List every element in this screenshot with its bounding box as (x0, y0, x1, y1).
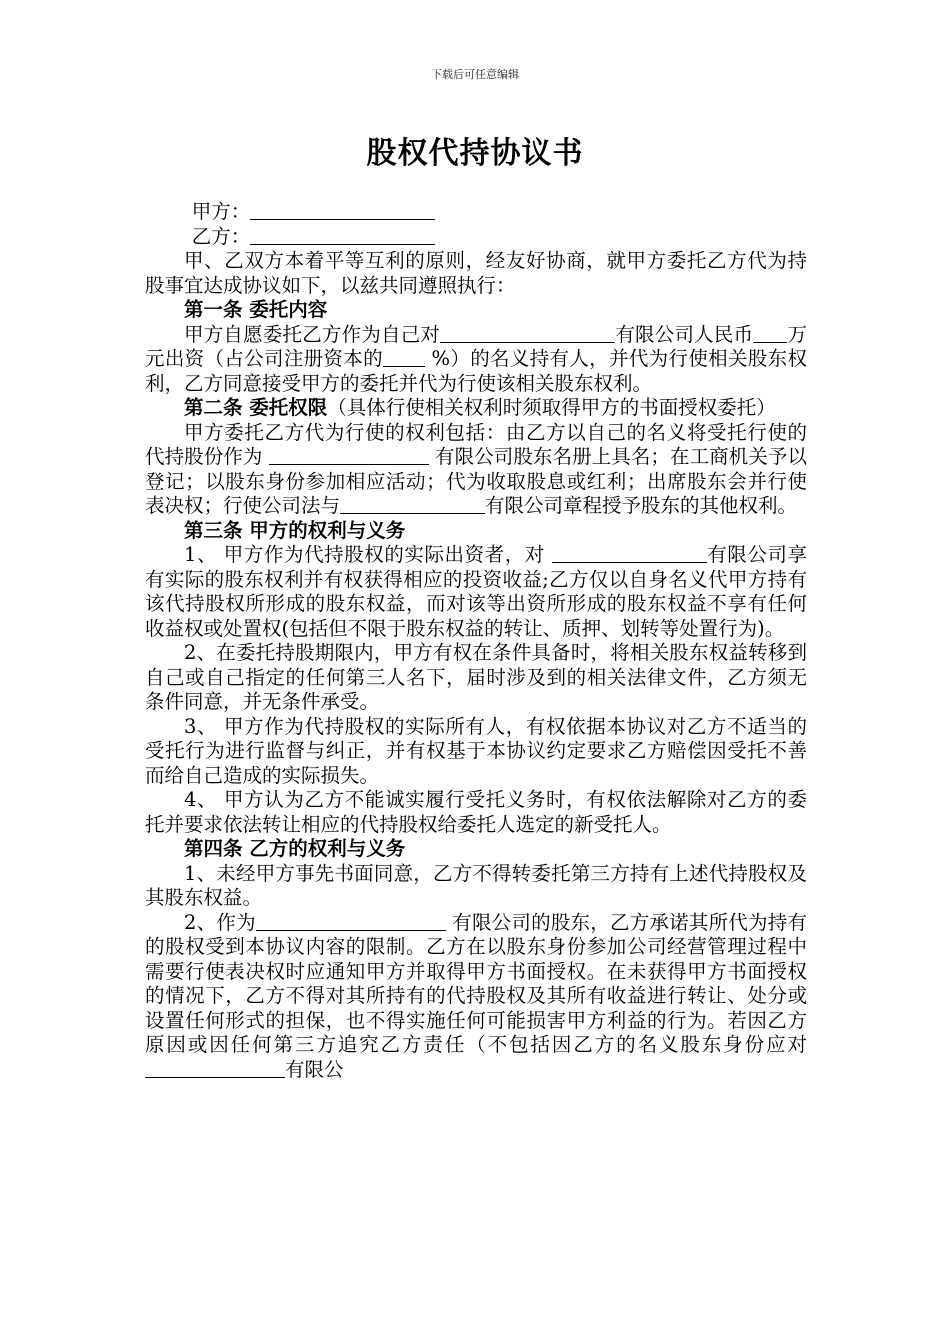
company-blank (552, 544, 707, 563)
party-b-line (145, 225, 807, 250)
company-blank (269, 446, 429, 465)
intro-paragraph: 甲、乙双方本着平等互利的原则，经友好协商，就甲方委托乙方代为持股事宜达成协议如下，以兹共同遵照执行： (145, 249, 807, 297)
header-note: 下载后可任意编辑 (431, 68, 519, 81)
text-run: 有限公司享有实际的股东权利并有权获得相应的投资收益;乙方仅以自身名义代甲方持有该代持股权所形成的股东权益，而对该等出资所形成的股东权益不享有任何收益权或处置权(包括但不限于股东权益的转让、质押、划转等处置行为)。 (145, 543, 807, 640)
article-3-item-1 (145, 543, 807, 641)
article-2-heading (145, 396, 807, 421)
article-3-item-2: 2、在委托持股期限内，甲方有权在条件具备时，将相关股东权益转移到自己或自己指定的任何第三人名下，届时涉及到的相关法律文件，乙方须无条件同意，并无条件承受。 (145, 641, 807, 713)
party-a-line (145, 200, 807, 225)
company-blank (256, 912, 446, 931)
text-run: 甲方自愿委托乙方作为自己对 (184, 322, 441, 346)
party-a-label: 甲方： (191, 200, 251, 223)
article-4-item-2 (145, 911, 807, 1083)
text-run: 2、作为 (184, 910, 256, 934)
article-3-item-4: 4、 甲方认为乙方不能诚实履行受托义务时，有权依法解除对乙方的委托并要求依法转让相应的代持股权给委托人选定的新受托人。 (145, 788, 807, 836)
article-3-item-3: 3、 甲方作为代持股权的实际所有人，有权依据本协议对乙方不适当的受托行为进行监督与纠正，并有权基于本协议约定要求乙方赔偿因受托不善而给自己造成的实际损失。 (145, 714, 807, 787)
text-run: 有限公 (285, 1057, 344, 1081)
text-run: 有限公司人民币 (615, 322, 754, 346)
company-blank (145, 1059, 285, 1078)
company-blank (440, 324, 615, 343)
percent-blank (383, 348, 425, 367)
text-run: 有限公司股东名册上具名；在工商机关予以登记；以股东身份参加相应活动；代为收取股息或红利；出席股东会并行使表决权；行使公司法与 (145, 445, 807, 517)
article-4-item-1: 1、未经甲方事先书面同意，乙方不得转委托第三方持有上述代持股权及其股东权益。 (145, 861, 807, 909)
text-run: 有限公司章程授予股东的其他权利。 (485, 494, 798, 517)
text-run: 甲方委托乙方代为行使的权利包括：由乙方以自己的名义将受托行使的代持股份作为 (145, 420, 807, 468)
text-run: 1、 甲方作为代持股权的实际出资者，对 (184, 543, 552, 566)
heading-text: 第二条 委托权限 (184, 396, 328, 419)
article-1-paragraph (145, 323, 807, 397)
text-run: 有限公司的股东，乙方承诺其所代为持有的股权受到本协议内容的限制。乙方在以股东身份参加公司经营管理过程中需要行使表决权时应通知甲方并取得甲方书面授权。在未获得甲方书面授权的情况下，乙方不得对其所持有的代持股权及其所有收益进行转让、处分或设置任何形式的担保，也不得实施任何可能损害甲方利益的行为。若因乙方原因或因任何第三方追究乙方责任（不包括因乙方的名义股东身份应对 (145, 910, 807, 1056)
amount-blank (753, 324, 787, 343)
party-b-blank (250, 226, 435, 245)
article-1-heading: 第一条 委托内容 (184, 298, 328, 321)
document-title: 股权代持协议书 (366, 136, 584, 171)
party-a-blank (250, 201, 435, 220)
heading-tail: （具体行使相关权利时须取得甲方的书面授权委托） (327, 396, 776, 419)
text-run: 万元出资（占公司注册资本的 (145, 322, 807, 370)
article-2-paragraph (145, 421, 807, 519)
text-run: %）的名义持有人，并代为行使相关股东权利，乙方同意接受甲方的委托并代为行使该相关股东权利。 (145, 347, 807, 395)
article-4-heading: 第四条 乙方的权利与义务 (184, 837, 406, 860)
document-body (145, 200, 807, 1082)
company-blank (340, 495, 485, 514)
party-b-label: 乙方： (191, 224, 251, 248)
article-3-heading: 第三条 甲方的权利与义务 (184, 518, 406, 542)
